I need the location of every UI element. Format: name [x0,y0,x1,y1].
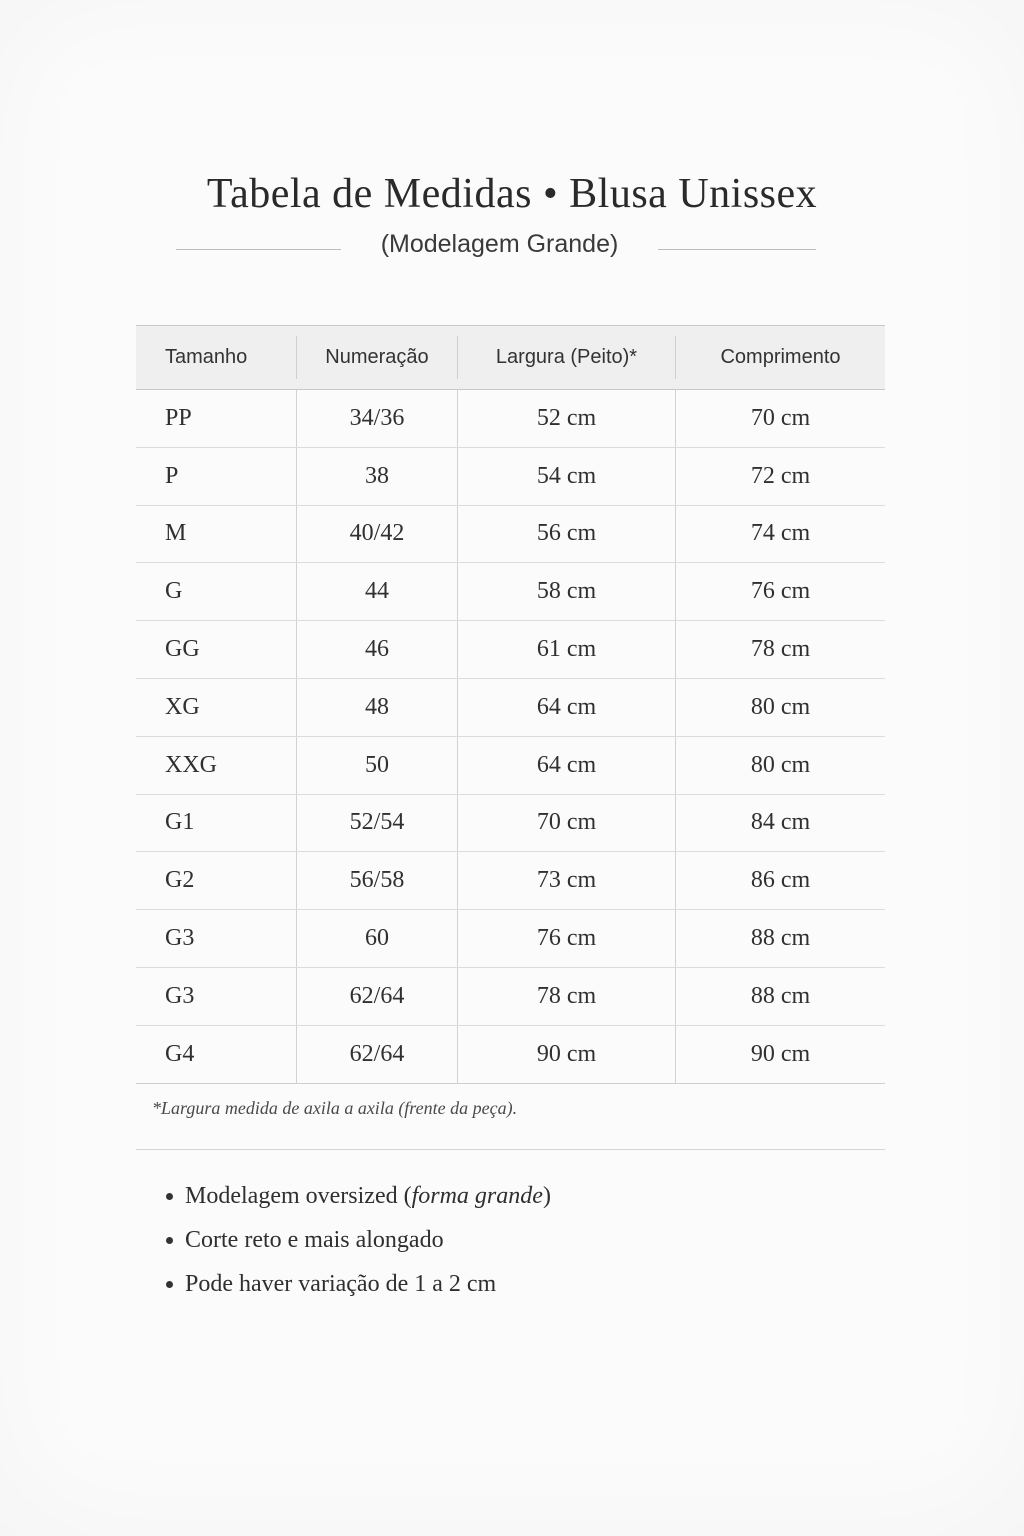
length-cell: 80 cm [675,679,885,736]
column-header-largura: Largura (Peito)* [457,336,675,379]
column-header-numeracao: Numeração [296,336,457,379]
note-text: Pode haver variação de 1 a 2 cm [185,1270,497,1297]
note-text-suffix: ) [542,1182,551,1209]
width-cell: 90 cm [457,1026,675,1083]
width-cell: 54 cm [457,448,675,505]
length-cell: 76 cm [675,563,885,620]
note-text-prefix: Modelagem oversized ( [185,1182,412,1209]
page-title: Tabela de Medidas • Blusa Unissex [206,171,818,217]
subtitle-row [176,230,816,270]
table-row [136,1026,885,1084]
number-cell: 62/64 [296,1026,457,1083]
size-cell: XXG [165,751,217,778]
page-subtitle: (Modelagem Grande) [380,230,619,258]
length-cell: 90 cm [675,1026,885,1083]
bullet-icon [166,1237,173,1244]
size-cell: G3 [165,925,195,952]
width-cell: 73 cm [457,852,675,909]
size-cell: PP [165,404,192,431]
number-cell: 34/36 [296,390,457,447]
size-cell: XG [165,693,200,720]
table-row [136,621,885,679]
table-row [136,852,885,910]
table-row [136,737,885,795]
length-cell: 88 cm [675,910,885,967]
size-cell: P [165,462,179,489]
number-cell: 38 [296,448,457,505]
table-row [136,679,885,737]
number-cell: 50 [296,737,457,794]
length-cell: 78 cm [675,621,885,678]
bullet-icon [166,1281,173,1288]
width-cell: 70 cm [457,795,675,852]
list-item [164,1262,551,1306]
column-header-comprimento: Comprimento [675,336,885,379]
length-cell: 80 cm [675,737,885,794]
table-row [136,448,885,506]
size-cell: G2 [165,867,195,894]
width-cell: 64 cm [457,679,675,736]
width-cell: 52 cm [457,390,675,447]
width-cell: 61 cm [457,621,675,678]
list-item [164,1218,551,1262]
width-cell: 64 cm [457,737,675,794]
number-cell: 40/42 [296,506,457,563]
notes-list [164,1174,551,1306]
length-cell: 86 cm [675,852,885,909]
size-cell: G1 [165,809,195,836]
table-row [136,506,885,564]
footnote: *Largura medida de axila a axila (frente da peça). [152,1098,518,1118]
list-item [164,1174,551,1218]
subtitle-divider-left [176,249,341,250]
table-row [136,795,885,853]
section-divider [136,1149,885,1150]
length-cell: 74 cm [675,506,885,563]
size-cell: G [165,578,183,605]
table-row [136,968,885,1026]
table-row [136,910,885,968]
subtitle-divider-right [658,249,816,250]
length-cell: 88 cm [675,968,885,1025]
table-row [136,390,885,448]
size-table [136,325,885,1084]
width-cell: 58 cm [457,563,675,620]
note-text-italic: forma grande [411,1182,543,1209]
number-cell: 44 [296,563,457,620]
number-cell: 46 [296,621,457,678]
table-row [136,563,885,621]
number-cell: 52/54 [296,795,457,852]
column-header-tamanho: Tamanho [165,346,248,368]
number-cell: 56/58 [296,852,457,909]
number-cell: 62/64 [296,968,457,1025]
width-cell: 56 cm [457,506,675,563]
table-header [136,325,885,390]
length-cell: 72 cm [675,448,885,505]
number-cell: 48 [296,679,457,736]
size-cell: G4 [165,1040,195,1067]
note-text: Corte reto e mais alongado [185,1226,444,1253]
length-cell: 84 cm [675,795,885,852]
number-cell: 60 [296,910,457,967]
length-cell: 70 cm [675,390,885,447]
size-cell: GG [165,636,200,663]
width-cell: 76 cm [457,910,675,967]
size-cell: M [165,520,187,547]
note-text [185,1183,551,1210]
width-cell: 78 cm [457,968,675,1025]
size-cell: G3 [165,982,195,1009]
bullet-icon [166,1193,173,1200]
